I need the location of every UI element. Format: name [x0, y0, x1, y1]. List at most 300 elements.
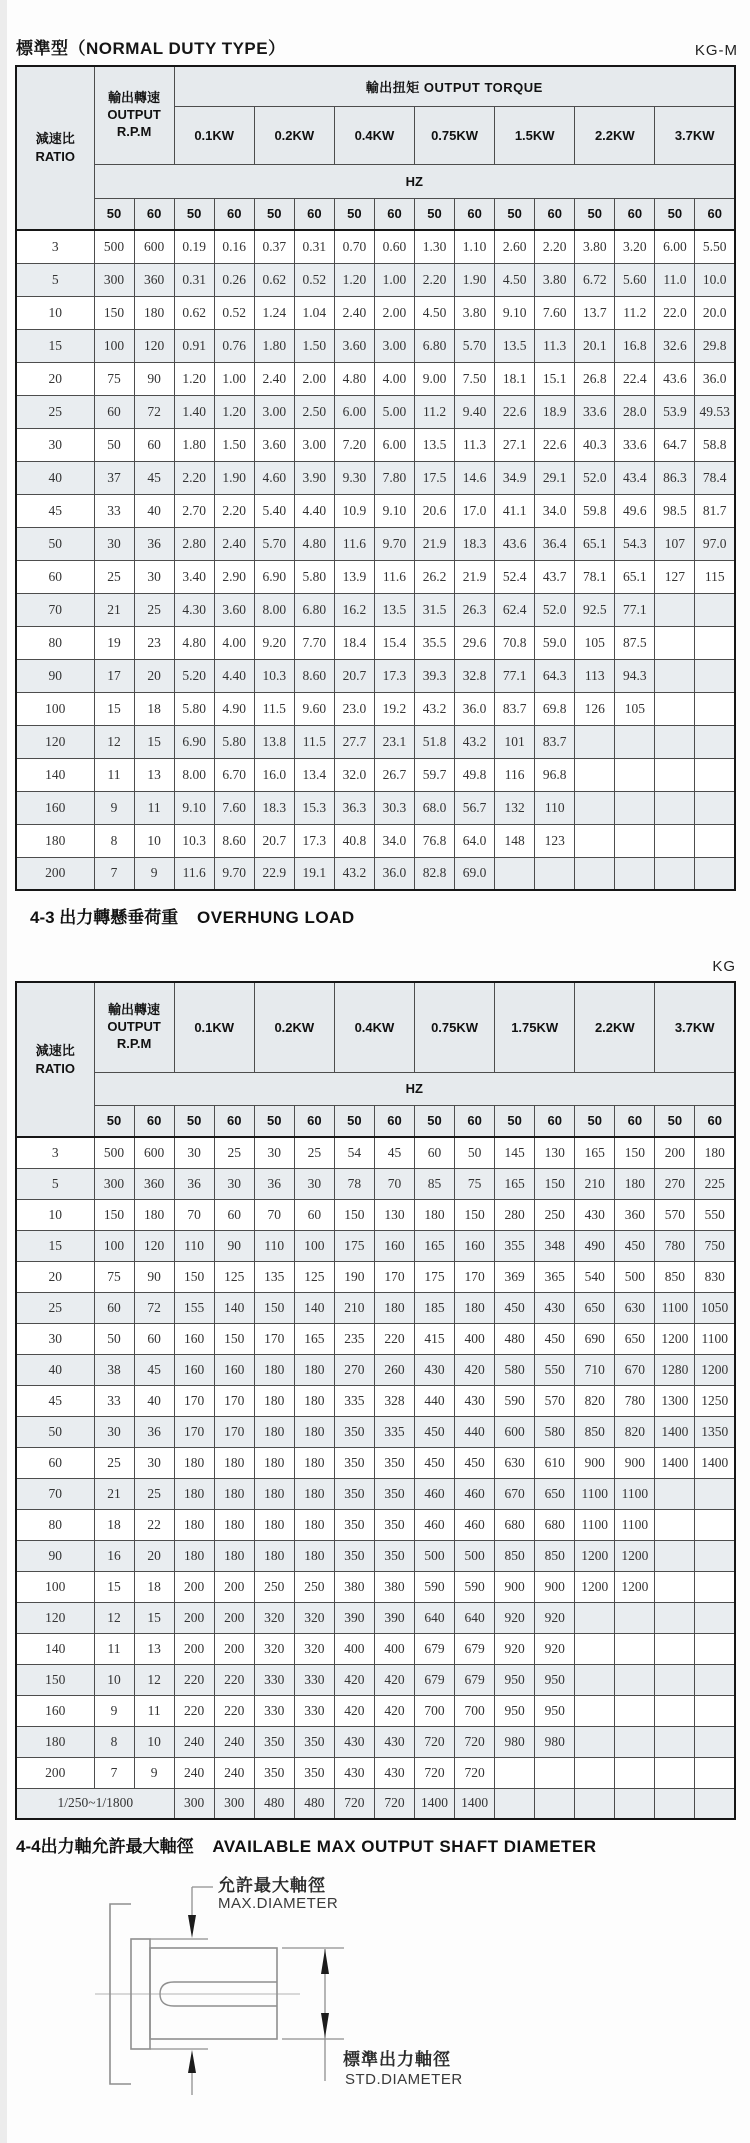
ratio-cell: 140 — [16, 1633, 94, 1664]
ratio-cell: 3 — [16, 230, 94, 263]
value-cell: 240 — [174, 1726, 214, 1757]
value-cell: 200 — [214, 1602, 254, 1633]
hz-col-header: 50 — [94, 198, 134, 230]
value-cell: 11.3 — [535, 329, 575, 362]
table-row — [16, 1230, 735, 1261]
value-cell: 180 — [254, 1540, 294, 1571]
value-cell: 300 — [214, 1788, 254, 1819]
value-cell: 17 — [94, 659, 134, 692]
value-cell: 1.20 — [174, 362, 214, 395]
ratio-header — [16, 66, 94, 230]
value-cell: 2.70 — [174, 494, 214, 527]
value-cell: 6.00 — [334, 395, 374, 428]
value-cell: 60 — [294, 1199, 334, 1230]
value-cell: 20.0 — [695, 296, 735, 329]
value-cell: 107 — [655, 527, 695, 560]
value-cell: 2.80 — [174, 527, 214, 560]
value-cell: 77.1 — [495, 659, 535, 692]
value-cell: 5.60 — [615, 263, 655, 296]
value-cell: 4.80 — [294, 527, 334, 560]
ratio-cell: 90 — [16, 1540, 94, 1571]
value-cell: 43.2 — [455, 725, 495, 758]
value-cell: 4.90 — [214, 692, 254, 725]
value-cell: 180 — [294, 1354, 334, 1385]
value-cell: 150 — [94, 296, 134, 329]
value-cell: 14.6 — [455, 461, 495, 494]
value-cell: 36.4 — [535, 527, 575, 560]
value-cell: 180 — [254, 1416, 294, 1447]
table-row — [16, 329, 735, 362]
value-cell: 2.50 — [294, 395, 334, 428]
hz-col-header: 50 — [415, 198, 455, 230]
value-cell: 11.5 — [254, 692, 294, 725]
value-cell: 4.40 — [294, 494, 334, 527]
value-cell: 160 — [174, 1354, 214, 1385]
rpm-header-zh: 輸出轉速 — [108, 1001, 161, 1017]
value-cell: 460 — [415, 1509, 455, 1540]
value-cell: 78 — [334, 1168, 374, 1199]
value-cell: 450 — [415, 1447, 455, 1478]
value-cell — [695, 824, 735, 857]
value-cell: 1200 — [575, 1571, 615, 1602]
value-cell: 180 — [695, 1137, 735, 1168]
value-cell — [575, 791, 615, 824]
value-cell: 165 — [415, 1230, 455, 1261]
value-cell: 480 — [495, 1323, 535, 1354]
table-row — [16, 461, 735, 494]
value-cell: 43.2 — [334, 857, 374, 890]
value-cell: 5.40 — [254, 494, 294, 527]
value-cell: 1400 — [655, 1416, 695, 1447]
value-cell: 9.10 — [495, 296, 535, 329]
value-cell: 170 — [374, 1261, 414, 1292]
value-cell: 45 — [134, 1354, 174, 1385]
value-cell: 30 — [214, 1168, 254, 1199]
value-cell — [575, 1788, 615, 1819]
value-cell: 320 — [254, 1602, 294, 1633]
value-cell: 110 — [174, 1230, 214, 1261]
value-cell: 16.0 — [254, 758, 294, 791]
value-cell: 690 — [575, 1323, 615, 1354]
value-cell: 4.60 — [254, 461, 294, 494]
value-cell: 81.7 — [695, 494, 735, 527]
value-cell: 450 — [495, 1292, 535, 1323]
value-cell — [695, 1571, 735, 1602]
value-cell: 3.90 — [294, 461, 334, 494]
section-4-3-heading — [30, 903, 750, 928]
value-cell: 350 — [374, 1540, 414, 1571]
table-row — [16, 1509, 735, 1540]
value-cell: 100 — [294, 1230, 334, 1261]
value-cell: 65.1 — [575, 527, 615, 560]
value-cell: 16 — [94, 1540, 134, 1571]
hz-col-header: 60 — [455, 198, 495, 230]
table-row — [16, 857, 735, 890]
value-cell: 1.90 — [214, 461, 254, 494]
value-cell: 120 — [134, 329, 174, 362]
value-cell: 950 — [495, 1695, 535, 1726]
table-row — [16, 527, 735, 560]
ratio-cell: 40 — [16, 1354, 94, 1385]
value-cell: 52.0 — [535, 593, 575, 626]
value-cell: 150 — [535, 1168, 575, 1199]
hz-col-header: 50 — [575, 198, 615, 230]
value-cell: 40 — [134, 1385, 174, 1416]
value-cell: 28.0 — [615, 395, 655, 428]
value-cell: 100 — [94, 329, 134, 362]
kw-header: 0.1KW — [174, 106, 254, 164]
value-cell: 0.31 — [174, 263, 214, 296]
value-cell: 40.8 — [334, 824, 374, 857]
value-cell: 30 — [134, 560, 174, 593]
value-cell: 78.1 — [575, 560, 615, 593]
value-cell — [535, 1757, 575, 1788]
value-cell: 12 — [94, 725, 134, 758]
hz-col-header: 60 — [294, 198, 334, 230]
value-cell: 70 — [174, 1199, 214, 1230]
value-cell: 58.8 — [695, 428, 735, 461]
value-cell: 1250 — [695, 1385, 735, 1416]
value-cell: 6.80 — [294, 593, 334, 626]
ratio-cell: 70 — [16, 1478, 94, 1509]
value-cell: 640 — [455, 1602, 495, 1633]
table-row — [16, 659, 735, 692]
value-cell: 9 — [134, 857, 174, 890]
value-cell: 115 — [695, 560, 735, 593]
value-cell: 330 — [254, 1664, 294, 1695]
value-cell: 43.2 — [415, 692, 455, 725]
value-cell: 1400 — [455, 1788, 495, 1819]
value-cell: 420 — [455, 1354, 495, 1385]
value-cell: 920 — [535, 1602, 575, 1633]
value-cell: 150 — [334, 1199, 374, 1230]
ratio-cell: 40 — [16, 461, 94, 494]
value-cell: 3.80 — [535, 263, 575, 296]
value-cell — [655, 791, 695, 824]
value-cell: 720 — [374, 1788, 414, 1819]
value-cell: 10 — [134, 824, 174, 857]
value-cell: 54 — [334, 1137, 374, 1168]
value-cell: 11.2 — [615, 296, 655, 329]
value-cell: 36.0 — [455, 692, 495, 725]
value-cell: 54.3 — [615, 527, 655, 560]
value-cell: 1.80 — [254, 329, 294, 362]
ratio-cell: 70 — [16, 593, 94, 626]
value-cell: 430 — [374, 1757, 414, 1788]
rpm-header-en1: OUTPUT — [107, 106, 161, 122]
ratio-cell: 50 — [16, 527, 94, 560]
value-cell: 5.80 — [294, 560, 334, 593]
value-cell: 420 — [374, 1664, 414, 1695]
ratio-cell: 120 — [16, 1602, 94, 1633]
value-cell: 50 — [94, 428, 134, 461]
value-cell: 41.1 — [495, 494, 535, 527]
value-cell: 200 — [655, 1137, 695, 1168]
table-row — [16, 758, 735, 791]
value-cell: 101 — [495, 725, 535, 758]
value-cell: 8.00 — [254, 593, 294, 626]
value-cell: 2.20 — [535, 230, 575, 263]
value-cell: 590 — [415, 1571, 455, 1602]
value-cell: 6.72 — [575, 263, 615, 296]
value-cell: 8.60 — [294, 659, 334, 692]
ratio-cell: 80 — [16, 626, 94, 659]
value-cell: 1400 — [695, 1447, 735, 1478]
value-cell: 7.60 — [535, 296, 575, 329]
value-cell: 900 — [615, 1447, 655, 1478]
ratio-cell: 160 — [16, 791, 94, 824]
value-cell: 400 — [455, 1323, 495, 1354]
value-cell — [615, 725, 655, 758]
kw-header: 3.7KW — [655, 982, 735, 1072]
value-cell: 679 — [455, 1664, 495, 1695]
value-cell: 30 — [294, 1168, 334, 1199]
value-cell — [615, 1664, 655, 1695]
value-cell: 75 — [94, 1261, 134, 1292]
hz-col-header: 60 — [294, 1105, 334, 1137]
value-cell — [495, 1788, 535, 1819]
value-cell: 97.0 — [695, 527, 735, 560]
value-cell: 150 — [254, 1292, 294, 1323]
value-cell — [655, 1478, 695, 1509]
value-cell: 670 — [495, 1478, 535, 1509]
value-cell: 22.6 — [535, 428, 575, 461]
hz-col-header: 50 — [174, 1105, 214, 1137]
table-row — [16, 1726, 735, 1757]
table-row — [16, 362, 735, 395]
value-cell: 580 — [535, 1416, 575, 1447]
value-cell: 355 — [495, 1230, 535, 1261]
value-cell — [575, 857, 615, 890]
value-cell: 260 — [374, 1354, 414, 1385]
value-cell: 11.0 — [655, 263, 695, 296]
value-cell: 1200 — [655, 1323, 695, 1354]
value-cell: 600 — [134, 1137, 174, 1168]
value-cell: 35.5 — [415, 626, 455, 659]
hz-col-header: 50 — [174, 198, 214, 230]
value-cell: 11 — [134, 791, 174, 824]
value-cell: 21.9 — [415, 527, 455, 560]
value-cell: 60 — [134, 1323, 174, 1354]
value-cell: 22.9 — [254, 857, 294, 890]
page-title: 標準型（NORMAL DUTY TYPE） — [16, 39, 286, 58]
value-cell: 4.80 — [334, 362, 374, 395]
value-cell: 49.53 — [695, 395, 735, 428]
rpm-header-zh: 輸出轉速 — [108, 89, 161, 105]
kw-header: 0.75KW — [415, 106, 495, 164]
value-cell: 250 — [254, 1571, 294, 1602]
value-cell: 490 — [575, 1230, 615, 1261]
value-cell: 27.7 — [334, 725, 374, 758]
value-cell: 420 — [334, 1695, 374, 1726]
section-4-3-title-zh: 4-3 出力轉懸垂荷重 — [30, 908, 179, 927]
value-cell: 0.31 — [294, 230, 334, 263]
value-cell: 180 — [214, 1509, 254, 1540]
table-row — [16, 1540, 735, 1571]
value-cell: 300 — [94, 1168, 134, 1199]
value-cell: 13.5 — [374, 593, 414, 626]
value-cell: 5.50 — [695, 230, 735, 263]
value-cell — [535, 857, 575, 890]
value-cell: 2.20 — [415, 263, 455, 296]
value-cell: 170 — [254, 1323, 294, 1354]
value-cell: 350 — [374, 1509, 414, 1540]
value-cell: 335 — [334, 1385, 374, 1416]
value-cell: 165 — [575, 1137, 615, 1168]
value-cell: 3.40 — [174, 560, 214, 593]
hz-col-header: 50 — [575, 1105, 615, 1137]
value-cell — [655, 1726, 695, 1757]
value-cell: 18 — [134, 1571, 174, 1602]
value-cell: 0.62 — [174, 296, 214, 329]
value-cell: 950 — [535, 1664, 575, 1695]
value-cell: 23.1 — [374, 725, 414, 758]
value-cell — [495, 857, 535, 890]
table-row — [16, 1261, 735, 1292]
ratio-header-zh: 減速比 — [35, 131, 75, 147]
value-cell: 32.0 — [334, 758, 374, 791]
value-cell: 1100 — [615, 1478, 655, 1509]
value-cell: 180 — [294, 1385, 334, 1416]
value-cell: 40.3 — [575, 428, 615, 461]
value-cell: 1350 — [695, 1416, 735, 1447]
hz-col-header: 50 — [415, 1105, 455, 1137]
value-cell: 175 — [415, 1261, 455, 1292]
table-row — [16, 1602, 735, 1633]
value-cell: 26.2 — [415, 560, 455, 593]
value-cell: 56.7 — [455, 791, 495, 824]
value-cell: 15.1 — [535, 362, 575, 395]
value-cell: 580 — [495, 1354, 535, 1385]
value-cell: 29.8 — [695, 329, 735, 362]
value-cell: 1200 — [615, 1571, 655, 1602]
value-cell: 400 — [374, 1633, 414, 1664]
table-row — [16, 263, 735, 296]
ratio-cell: 160 — [16, 1695, 94, 1726]
value-cell: 680 — [495, 1509, 535, 1540]
value-cell: 53.9 — [655, 395, 695, 428]
value-cell: 1.40 — [174, 395, 214, 428]
value-cell: 13.5 — [495, 329, 535, 362]
kw-header: 0.2KW — [254, 106, 334, 164]
value-cell: 19 — [94, 626, 134, 659]
value-cell: 710 — [575, 1354, 615, 1385]
table-row — [16, 626, 735, 659]
value-cell: 7.50 — [455, 362, 495, 395]
value-cell: 679 — [415, 1633, 455, 1664]
value-cell: 1200 — [575, 1540, 615, 1571]
value-cell: 180 — [374, 1292, 414, 1323]
value-cell: 360 — [134, 263, 174, 296]
value-cell: 34.9 — [495, 461, 535, 494]
value-cell: 440 — [455, 1416, 495, 1447]
value-cell: 13.9 — [334, 560, 374, 593]
value-cell: 43.6 — [655, 362, 695, 395]
value-cell: 60 — [134, 428, 174, 461]
value-cell: 0.62 — [254, 263, 294, 296]
hz-col-header: 50 — [495, 1105, 535, 1137]
value-cell: 12 — [94, 1602, 134, 1633]
value-cell: 430 — [374, 1726, 414, 1757]
value-cell: 360 — [134, 1168, 174, 1199]
scan-edge-artifact — [0, 0, 7, 2143]
value-cell: 59.7 — [415, 758, 455, 791]
value-cell: 650 — [575, 1292, 615, 1323]
value-cell: 670 — [615, 1354, 655, 1385]
ratio-cell: 10 — [16, 1199, 94, 1230]
value-cell: 126 — [575, 692, 615, 725]
value-cell: 460 — [455, 1509, 495, 1540]
ratio-cell: 60 — [16, 1447, 94, 1478]
value-cell: 850 — [535, 1540, 575, 1571]
table-row — [16, 824, 735, 857]
value-cell — [575, 1695, 615, 1726]
value-cell: 900 — [535, 1571, 575, 1602]
kw-header: 0.1KW — [174, 982, 254, 1072]
value-cell: 350 — [374, 1447, 414, 1478]
value-cell: 610 — [535, 1447, 575, 1478]
value-cell: 1100 — [575, 1509, 615, 1540]
value-cell — [655, 1757, 695, 1788]
value-cell: 8 — [94, 1726, 134, 1757]
value-cell: 170 — [455, 1261, 495, 1292]
value-cell: 94.3 — [615, 659, 655, 692]
value-cell: 400 — [334, 1633, 374, 1664]
value-cell: 4.00 — [214, 626, 254, 659]
table-row — [16, 1416, 735, 1447]
value-cell: 180 — [214, 1447, 254, 1478]
kw-header: 0.2KW — [254, 982, 334, 1072]
value-cell: 165 — [294, 1323, 334, 1354]
value-cell: 13.7 — [575, 296, 615, 329]
std-diameter-label-en: STD.DIAMETER — [345, 2071, 463, 2088]
value-cell: 365 — [535, 1261, 575, 1292]
value-cell — [655, 659, 695, 692]
value-cell: 33 — [94, 494, 134, 527]
value-cell — [695, 791, 735, 824]
value-cell: 270 — [334, 1354, 374, 1385]
value-cell: 132 — [495, 791, 535, 824]
value-cell: 1.00 — [374, 263, 414, 296]
value-cell: 210 — [575, 1168, 615, 1199]
value-cell: 700 — [455, 1695, 495, 1726]
value-cell — [575, 758, 615, 791]
value-cell: 2.00 — [374, 296, 414, 329]
ratio-cell: 90 — [16, 659, 94, 692]
ratio-cell: 200 — [16, 1757, 94, 1788]
value-cell: 235 — [334, 1323, 374, 1354]
value-cell: 45 — [374, 1137, 414, 1168]
value-cell: 9 — [94, 791, 134, 824]
value-cell: 180 — [214, 1478, 254, 1509]
value-cell — [575, 1633, 615, 1664]
value-cell: 500 — [455, 1540, 495, 1571]
value-cell: 0.60 — [374, 230, 414, 263]
table-row — [16, 1695, 735, 1726]
ratio-header-en: RATIO — [35, 149, 75, 164]
value-cell: 720 — [455, 1726, 495, 1757]
kw-header: 2.2KW — [575, 106, 655, 164]
title-bar — [0, 0, 750, 59]
value-cell: 20.1 — [575, 329, 615, 362]
value-cell: 90 — [134, 1261, 174, 1292]
value-cell — [655, 725, 695, 758]
value-cell — [695, 1478, 735, 1509]
value-cell: 13.5 — [415, 428, 455, 461]
value-cell: 15 — [94, 1571, 134, 1602]
value-cell: 450 — [415, 1416, 455, 1447]
value-cell: 180 — [294, 1416, 334, 1447]
